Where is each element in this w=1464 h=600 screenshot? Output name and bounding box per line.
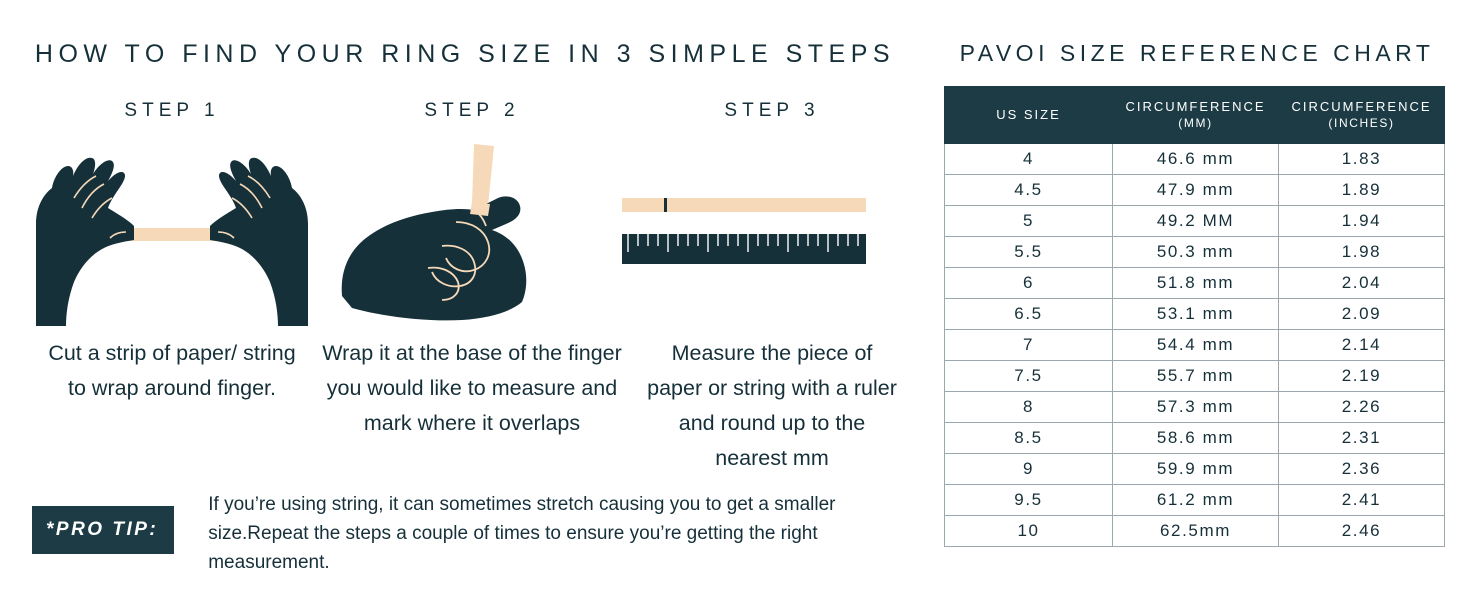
- cell-circumference-mm: 51.8 mm: [1113, 268, 1279, 299]
- table-row: [945, 206, 1445, 237]
- hand-wrapping-paper-around-finger-icon: [322, 136, 622, 336]
- cell-circumference-inches: 1.98: [1279, 237, 1445, 268]
- step-1-illustration: [22, 136, 322, 336]
- table-row: [945, 423, 1445, 454]
- step-3: [622, 100, 922, 476]
- column-header-circumference-inches: [1279, 87, 1445, 144]
- table-row: [945, 392, 1445, 423]
- cell-circumference-inches: 1.94: [1279, 206, 1445, 237]
- column-header-circumference-mm-label: CIRCUMFERENCE: [1125, 99, 1266, 114]
- step-1-caption: Cut a strip of paper/ string to wrap around finger.: [48, 341, 296, 400]
- table-header-row: [945, 87, 1445, 144]
- cell-circumference-inches: 1.89: [1279, 175, 1445, 206]
- cell-circumference-mm: 53.1 mm: [1113, 299, 1279, 330]
- pro-tip-badge: *PRO TIP:: [32, 506, 174, 554]
- pro-tip-text: If you’re using string, it can sometimes stretch causing you to get a smaller size.Repeat the steps a couple of times to ensure you’re getting the right measurement.: [208, 494, 836, 573]
- table-row: [945, 144, 1445, 175]
- two-hands-holding-paper-strip-icon: [22, 136, 322, 336]
- cell-circumference-mm: 54.4 mm: [1113, 330, 1279, 361]
- page-title: HOW TO FIND YOUR RING SIZE IN 3 SIMPLE STEPS: [34, 40, 896, 68]
- cell-circumference-mm: 49.2 MM: [1113, 206, 1279, 237]
- step-3-label: STEP 3: [724, 100, 820, 121]
- table-row: [945, 516, 1445, 547]
- step-3-caption: Measure the piece of paper or string with a ruler and round up to the nearest mm: [647, 341, 897, 470]
- cell-us-size: 6.5: [945, 299, 1113, 330]
- table-row: [945, 454, 1445, 485]
- step-3-illustration: [622, 136, 922, 336]
- cell-circumference-mm: 55.7 mm: [1113, 361, 1279, 392]
- table-row: [945, 237, 1445, 268]
- table-row: [945, 268, 1445, 299]
- paper-strip-and-ruler-icon: [622, 136, 922, 336]
- cell-us-size: 5: [945, 206, 1113, 237]
- table-row: [945, 485, 1445, 516]
- column-header-circumference-inches-label: CIRCUMFERENCE: [1291, 99, 1432, 114]
- cell-circumference-inches: 2.46: [1279, 516, 1445, 547]
- size-reference-panel: [930, 0, 1464, 600]
- column-header-us-size: [945, 87, 1113, 144]
- cell-us-size: 10: [945, 516, 1113, 547]
- pro-tip-row: [32, 490, 922, 577]
- cell-circumference-mm: 58.6 mm: [1113, 423, 1279, 454]
- column-header-circumference-mm-unit: (MM): [1178, 116, 1213, 130]
- column-header-us-size-label: US SIZE: [996, 107, 1061, 122]
- cell-us-size: 7: [945, 330, 1113, 361]
- table-row: [945, 299, 1445, 330]
- cell-us-size: 8: [945, 392, 1113, 423]
- cell-us-size: 4.5: [945, 175, 1113, 206]
- cell-us-size: 6: [945, 268, 1113, 299]
- cell-circumference-inches: 2.26: [1279, 392, 1445, 423]
- cell-circumference-mm: 50.3 mm: [1113, 237, 1279, 268]
- cell-circumference-mm: 62.5mm: [1113, 516, 1279, 547]
- table-row: [945, 175, 1445, 206]
- table-row: [945, 361, 1445, 392]
- cell-circumference-inches: 1.83: [1279, 144, 1445, 175]
- cell-us-size: 9: [945, 454, 1113, 485]
- step-2-caption: Wrap it at the base of the finger you would like to measure and mark where it overlaps: [322, 341, 622, 435]
- cell-us-size: 4: [945, 144, 1113, 175]
- cell-circumference-inches: 2.36: [1279, 454, 1445, 485]
- cell-us-size: 8.5: [945, 423, 1113, 454]
- size-reference-table: [944, 86, 1445, 547]
- cell-circumference-mm: 61.2 mm: [1113, 485, 1279, 516]
- column-header-circumference-mm: [1113, 87, 1279, 144]
- cell-circumference-mm: 46.6 mm: [1113, 144, 1279, 175]
- table-row: [945, 330, 1445, 361]
- cell-circumference-inches: 2.19: [1279, 361, 1445, 392]
- cell-circumference-mm: 59.9 mm: [1113, 454, 1279, 485]
- cell-us-size: 5.5: [945, 237, 1113, 268]
- cell-circumference-mm: 57.3 mm: [1113, 392, 1279, 423]
- step-2: [322, 100, 622, 476]
- cell-us-size: 9.5: [945, 485, 1113, 516]
- cell-circumference-inches: 2.04: [1279, 268, 1445, 299]
- size-chart-title: PAVOI SIZE REFERENCE CHART: [959, 40, 1435, 66]
- step-2-label: STEP 2: [424, 100, 520, 121]
- step-2-illustration: [322, 136, 622, 336]
- cell-circumference-inches: 2.14: [1279, 330, 1445, 361]
- column-header-circumference-inches-unit: (INCHES): [1328, 116, 1395, 130]
- step-1: [22, 100, 322, 476]
- cell-us-size: 7.5: [945, 361, 1113, 392]
- cell-circumference-inches: 2.41: [1279, 485, 1445, 516]
- step-1-label: STEP 1: [124, 100, 220, 121]
- steps-row: [22, 100, 922, 476]
- size-table-body: [945, 144, 1445, 547]
- cell-circumference-mm: 47.9 mm: [1113, 175, 1279, 206]
- cell-circumference-inches: 2.31: [1279, 423, 1445, 454]
- cell-circumference-inches: 2.09: [1279, 299, 1445, 330]
